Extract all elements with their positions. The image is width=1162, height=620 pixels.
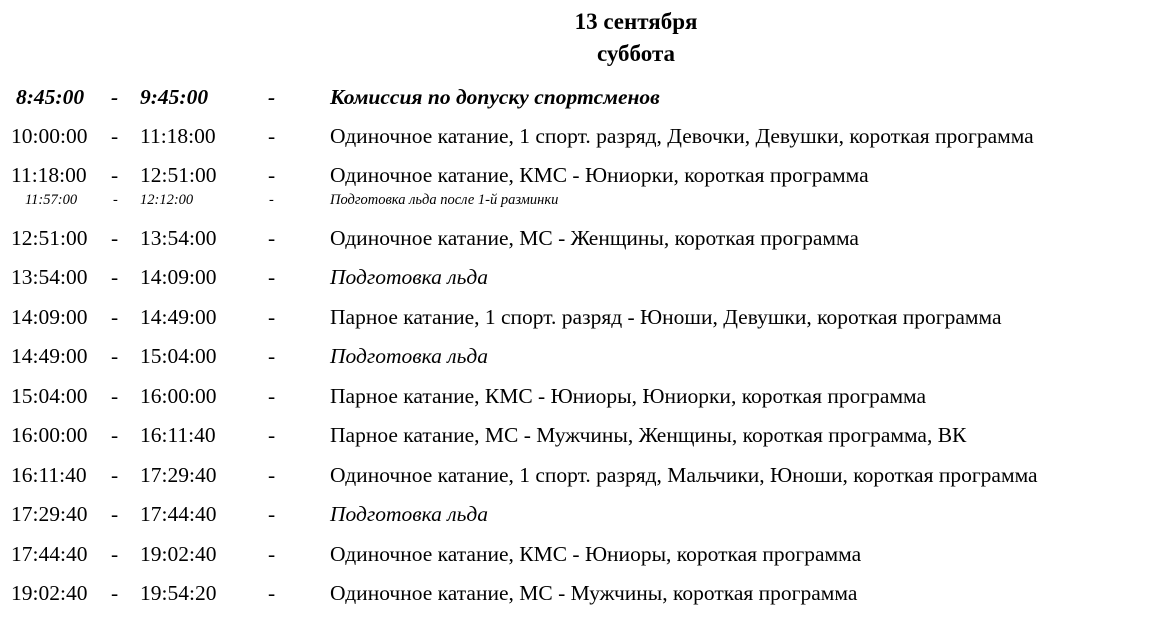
schedule-row — [0, 460, 1162, 490]
event-description: Парное катание, 1 спорт. разряд - Юноши, Девушки, короткая программа — [330, 305, 1002, 329]
start-time: 17:29:40 — [11, 502, 88, 526]
schedule-date: 13 сентября — [574, 9, 698, 34]
event-description: Одиночное катание, МС - Женщины, короткая программа — [330, 226, 859, 250]
schedule-weekday: суббота — [596, 41, 676, 66]
schedule-row — [0, 160, 1162, 190]
time-separator: - — [111, 384, 119, 408]
event-description: Комиссия по допуску спортсменов — [330, 85, 660, 109]
event-separator: - — [268, 124, 276, 148]
end-time: 12:12:00 — [140, 192, 194, 208]
event-separator: - — [268, 305, 276, 329]
start-time: 13:54:00 — [11, 265, 88, 289]
event-separator: - — [268, 226, 276, 250]
schedule-subrow — [0, 191, 1162, 209]
time-separator: - — [111, 542, 119, 566]
end-time: 12:51:00 — [140, 163, 217, 187]
time-separator: - — [111, 423, 119, 447]
event-separator: - — [268, 542, 276, 566]
schedule-row — [0, 420, 1162, 450]
start-time: 10:00:00 — [11, 124, 88, 148]
event-description: Парное катание, МС - Мужчины, Женщины, короткая программа, ВК — [330, 423, 967, 447]
schedule-row — [0, 341, 1162, 371]
time-separator: - — [111, 124, 119, 148]
schedule-row — [0, 381, 1162, 411]
end-time: 16:00:00 — [140, 384, 217, 408]
time-separator: - — [111, 265, 119, 289]
start-time: 15:04:00 — [11, 384, 88, 408]
start-time: 14:49:00 — [11, 344, 88, 368]
time-separator: - — [113, 192, 118, 208]
end-time: 14:49:00 — [140, 305, 217, 329]
event-separator: - — [268, 85, 276, 109]
event-description: Подготовка льда после 1-й разминки — [330, 192, 559, 208]
schedule-row — [0, 82, 1162, 112]
start-time: 12:51:00 — [11, 226, 88, 250]
time-separator: - — [111, 163, 119, 187]
start-time: 17:44:40 — [11, 542, 88, 566]
end-time: 16:11:40 — [140, 423, 216, 447]
schedule-row — [0, 262, 1162, 292]
end-time: 19:02:40 — [140, 542, 217, 566]
event-separator: - — [268, 423, 276, 447]
end-time: 9:45:00 — [140, 85, 209, 109]
schedule-row — [0, 223, 1162, 253]
event-separator: - — [268, 163, 276, 187]
start-time: 14:09:00 — [11, 305, 88, 329]
schedule-row — [0, 578, 1162, 608]
time-separator: - — [111, 581, 119, 605]
start-time: 11:57:00 — [25, 192, 78, 208]
event-description: Подготовка льда — [330, 265, 489, 289]
end-time: 15:04:00 — [140, 344, 217, 368]
event-separator: - — [268, 384, 276, 408]
schedule-row — [0, 499, 1162, 529]
event-description: Одиночное катание, 1 спорт. разряд, Девочки, Девушки, короткая программа — [330, 124, 1034, 148]
end-time: 13:54:00 — [140, 226, 217, 250]
event-separator: - — [268, 344, 276, 368]
schedule-row — [0, 539, 1162, 569]
event-separator: - — [268, 502, 276, 526]
start-time: 11:18:00 — [11, 163, 87, 187]
event-description: Одиночное катание, МС - Мужчины, короткая программа — [330, 581, 858, 605]
start-time: 8:45:00 — [16, 85, 85, 109]
end-time: 17:29:40 — [140, 463, 217, 487]
time-separator: - — [111, 305, 119, 329]
event-separator: - — [269, 192, 274, 208]
time-separator: - — [111, 85, 119, 109]
time-separator: - — [111, 502, 119, 526]
event-description: Парное катание, КМС - Юниоры, Юниорки, короткая программа — [330, 384, 927, 408]
event-description: Одиночное катание, КМС - Юниоры, короткая программа — [330, 542, 862, 566]
start-time: 16:00:00 — [11, 423, 88, 447]
time-separator: - — [111, 344, 119, 368]
end-time: 19:54:20 — [140, 581, 217, 605]
end-time: 17:44:40 — [140, 502, 217, 526]
event-description: Подготовка льда — [330, 344, 489, 368]
schedule-row — [0, 302, 1162, 332]
event-description: Подготовка льда — [330, 502, 489, 526]
event-separator: - — [268, 463, 276, 487]
event-description: Одиночное катание, КМС - Юниорки, короткая программа — [330, 163, 869, 187]
end-time: 14:09:00 — [140, 265, 217, 289]
time-separator: - — [111, 463, 119, 487]
schedule-row — [0, 121, 1162, 151]
time-separator: - — [111, 226, 119, 250]
start-time: 16:11:40 — [11, 463, 87, 487]
event-separator: - — [268, 265, 276, 289]
event-separator: - — [268, 581, 276, 605]
start-time: 19:02:40 — [11, 581, 88, 605]
event-description: Одиночное катание, 1 спорт. разряд, Мальчики, Юноши, короткая программа — [330, 463, 1038, 487]
end-time: 11:18:00 — [140, 124, 216, 148]
